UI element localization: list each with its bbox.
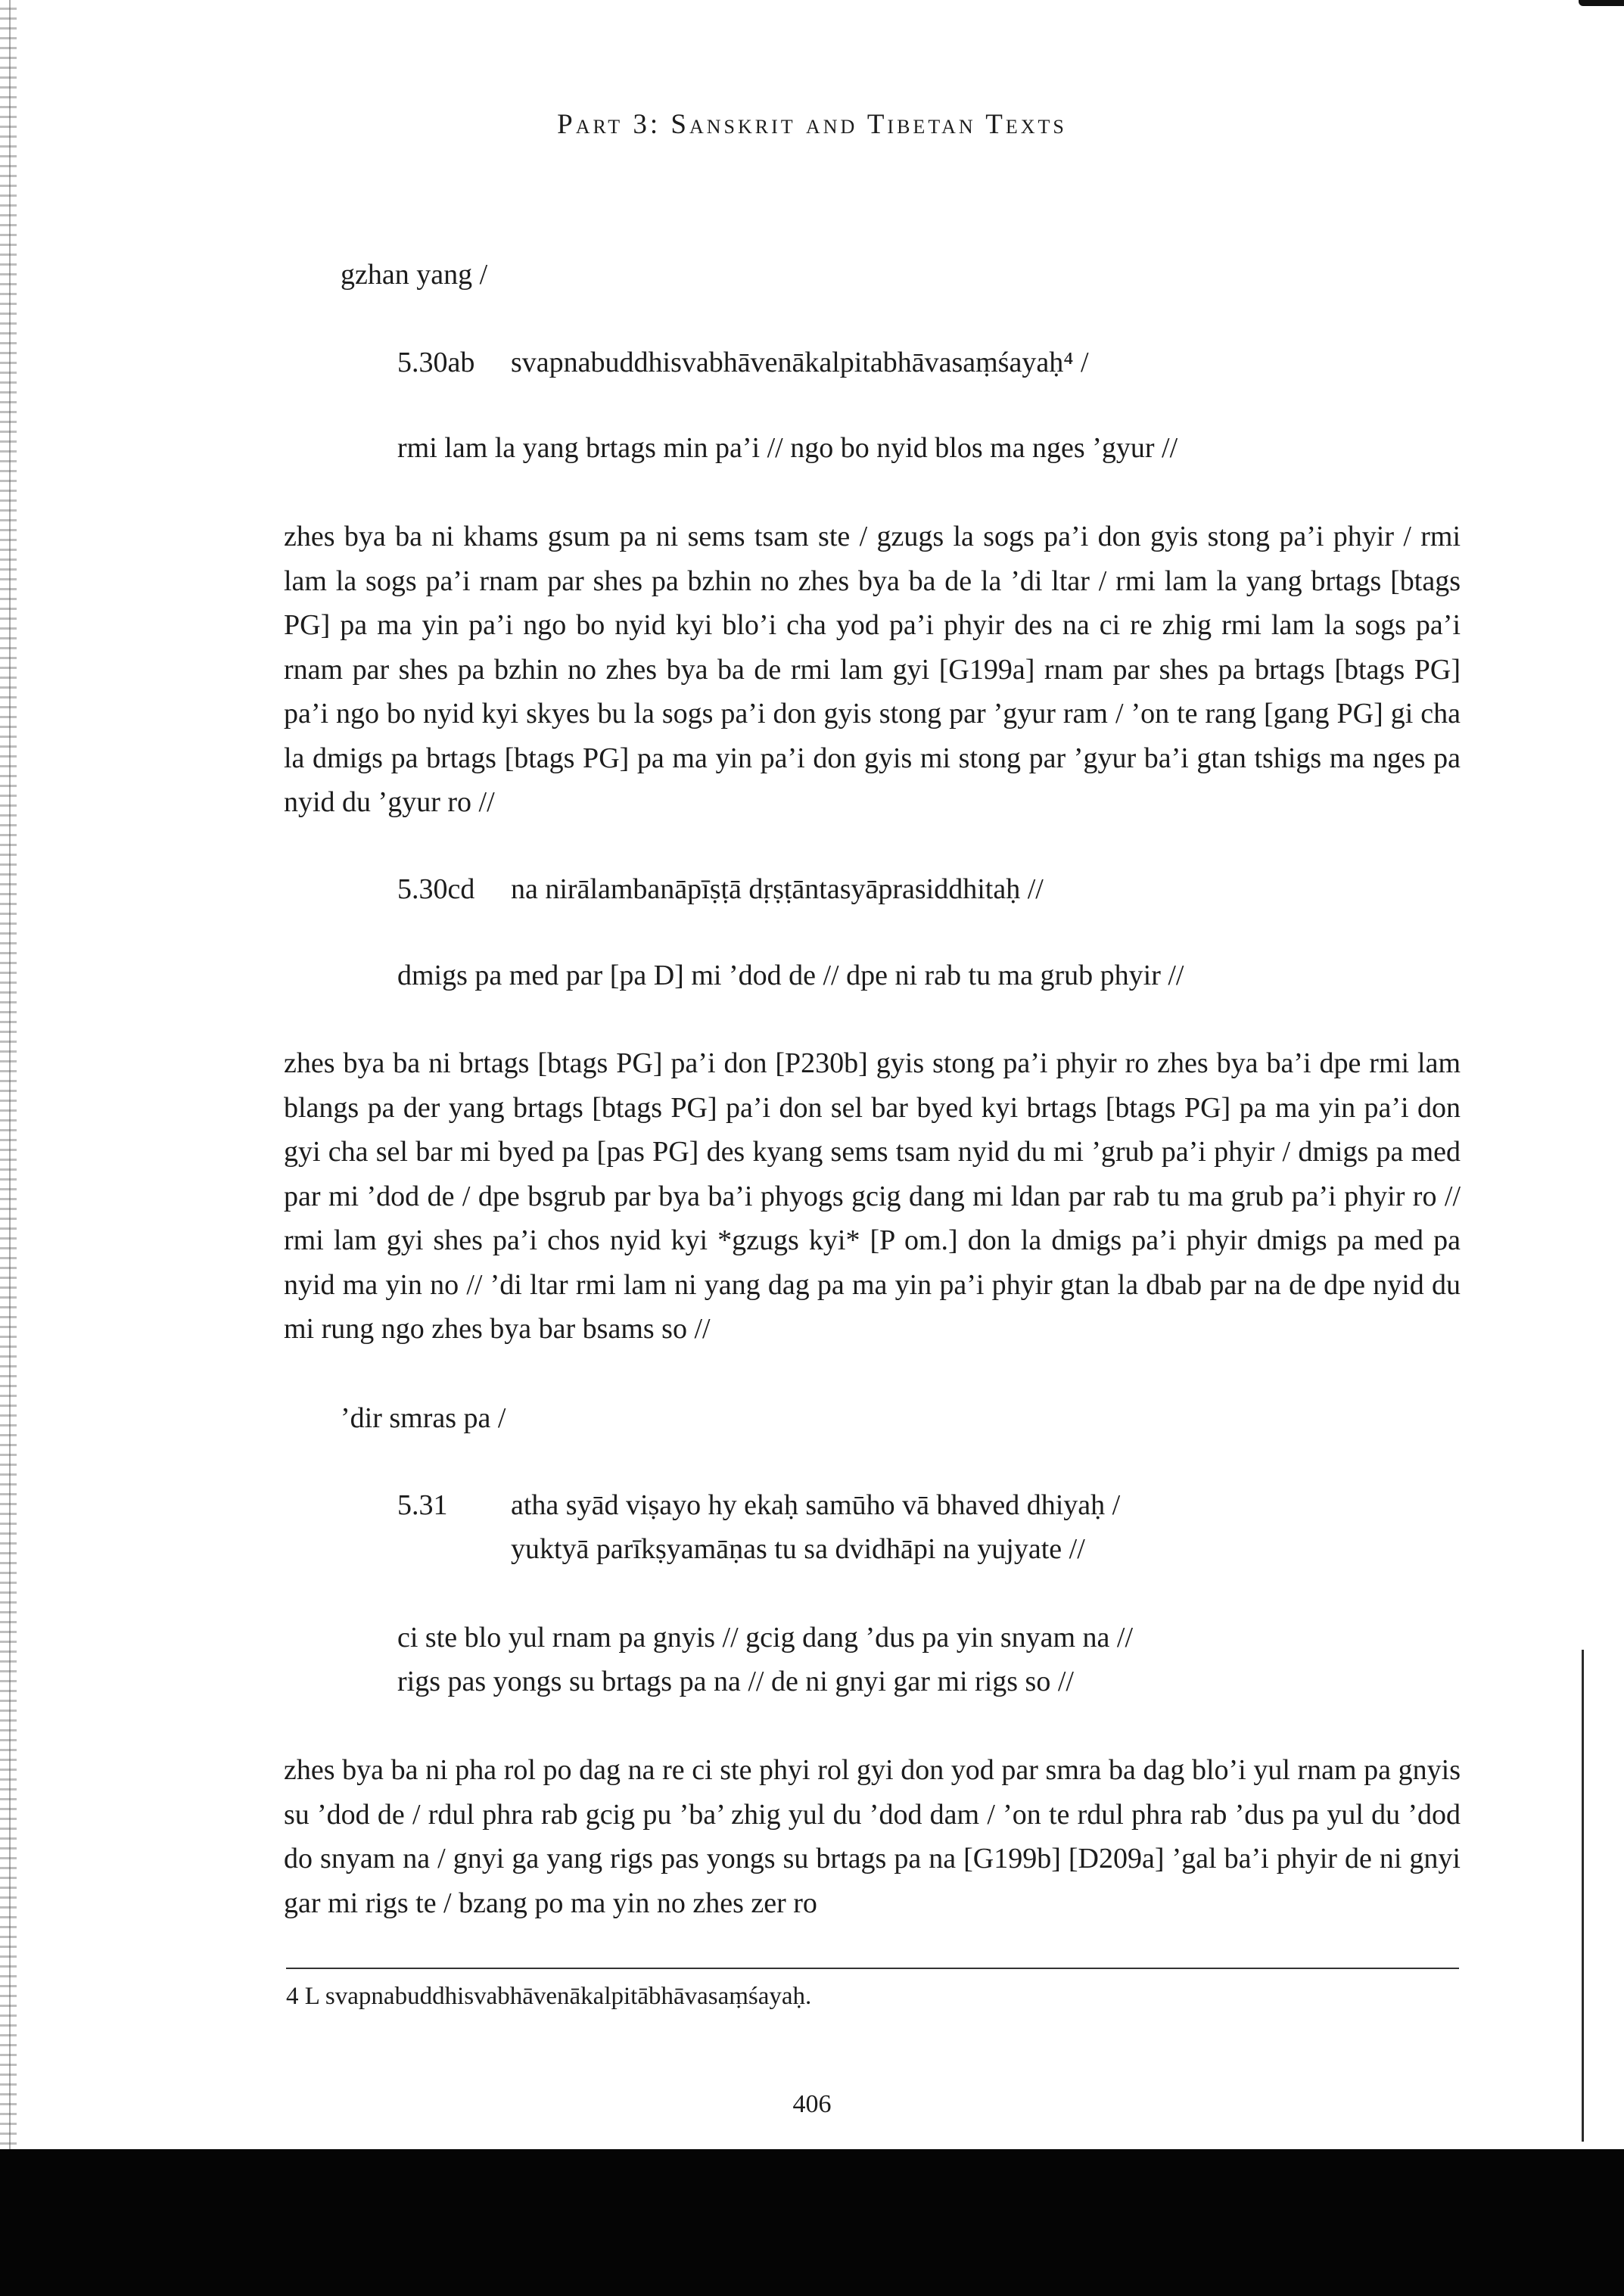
verse-5-31-sanskrit <box>397 1483 1120 1571</box>
verse-5-30cd-tibetan: dmigs pa med par [pa D] mi ’dod de // dpe ni rab tu ma grub phyir // <box>397 960 1184 991</box>
commentary-paragraph-3: zhes bya ba ni pha rol po dag na re ci ste phyi rol gyi don yod par smra ba dag blo’i yul rnam pa gnyis su ’dod de / rdul phra rab gcig pu ’ba’ zhig yul du ’dod dam / ’on te rdul phra rab ’dus pa yul du ’dod do snyam na / gnyi ga yang rigs pas yongs su brtags pa na [G199b] [D209a] ’gal ba’i phyir de ni gnyi gar mi rigs te / bzang po ma yin no zhes zer ro <box>284 1754 1461 1919</box>
verse-5-30ab-sanskrit <box>397 341 1089 384</box>
verse-tibetan-line-1: ci ste blo yul rnam pa gnyis // gcig dang ’dus pa yin snyam na // <box>397 1622 1134 1654</box>
intro-gzhan-yang: gzhan yang / <box>341 259 488 291</box>
scan-left-edge-line <box>9 0 11 2149</box>
commentary-paragraph-2: zhes bya ba ni brtags [btags PG] pa’i don [P230b] gyis stong pa’i phyir ro zhes bya ba’i dpe rmi lam blangs pa der yang brtags [btags PG] pa’i don sel bar byed kyi brtags [btags PG] pa ma yin pa’i don gyi cha sel bar mi byed pa [pas PG] des kyang sems tsam nyid du mi ’grub pa’i phyir / dmigs pa med par mi ’dod de / dpe bsgrub par bya ba’i phyogs gcig dang mi ldan par rab tu ma grub pa’i phyir ro // rmi lam gyi shes pa’i chos nyid kyi *gzugs kyi* [P om.] don la dmigs pa’i phyir dmigs pa med pa nyid ma yin no // ’di ltar rmi lam ni yang dag pa ma yin pa’i phyir gtan la dbab par na de dpe nyid du mi rung ngo zhes bya bar bsams so // <box>284 1047 1461 1345</box>
verse-5-30cd-sanskrit <box>397 867 1044 911</box>
verse-sanskrit-line-1: atha syād viṣayo hy ekaḥ samūho vā bhaved dhiyaḥ / <box>511 1489 1121 1521</box>
scan-bottom-border <box>0 2149 1624 2296</box>
commentary-paragraph-1: zhes bya ba ni khams gsum pa ni sems tsam ste / gzugs la sogs pa’i don gyis stong pa’i phyir / rmi lam la sogs pa’i rnam par shes pa bzhin no zhes bya ba de la ’di ltar / rmi lam la yang brtags [btags PG] pa ma yin pa’i ngo bo nyid kyi blo’i cha yod pa’i phyir des na ci re zhig rmi lam la sogs pa’i rnam par shes pa bzhin no zhes bya ba de rmi lam gyi [G199a] rnam par shes pa brtags [btags PG] pa’i ngo bo nyid kyi skyes bu la sogs pa’i don gyis stong par ’gyur ram / ’on te rang [gang PG] gi cha la dmigs pa brtags [btags PG] pa ma yin pa’i don gyis mi stong par ’gyur ba’i gtan tshigs ma nges pa nyid du ’gyur ro // <box>284 521 1461 818</box>
scan-right-edge-line <box>1582 1650 1584 2142</box>
verse-sanskrit-text: na nirālambanāpīṣṭā dṛṣṭāntasyāprasiddhitaḥ // <box>511 873 1044 905</box>
scan-corner-mark <box>1579 0 1624 6</box>
verse-5-30ab-tibetan: rmi lam la yang brtags min pa’i // ngo bo nyid blos ma nges ’gyur // <box>397 432 1178 464</box>
verse-number: 5.30cd <box>397 873 475 905</box>
page-number: 406 <box>792 2090 832 2118</box>
footnote-4: 4 L svapnabuddhisvabhāvenākalpitābhāvasaṃśayaḥ. <box>286 1983 812 2010</box>
intro-dir-smras-pa: ’dir smras pa / <box>341 1402 506 1434</box>
verse-number: 5.30ab <box>397 347 475 378</box>
scan-left-edge <box>0 0 17 2149</box>
running-header: Part 3: Sanskrit and Tibetan Texts <box>557 109 1067 140</box>
footnote-divider <box>286 1968 1459 1969</box>
verse-sanskrit-text: svapnabuddhisvabhāvenākalpitabhāvasaṃśayaḥ⁴ / <box>511 347 1089 378</box>
verse-tibetan-line-2: rigs pas yongs su brtags pa na // de ni gnyi gar mi rigs so // <box>397 1666 1074 1697</box>
verse-5-31-tibetan <box>397 1616 1133 1703</box>
verse-sanskrit-line-2: yuktyā parīkṣyamāṇas tu sa dvidhāpi na yujyate // <box>511 1533 1085 1565</box>
verse-number: 5.31 <box>397 1489 448 1521</box>
